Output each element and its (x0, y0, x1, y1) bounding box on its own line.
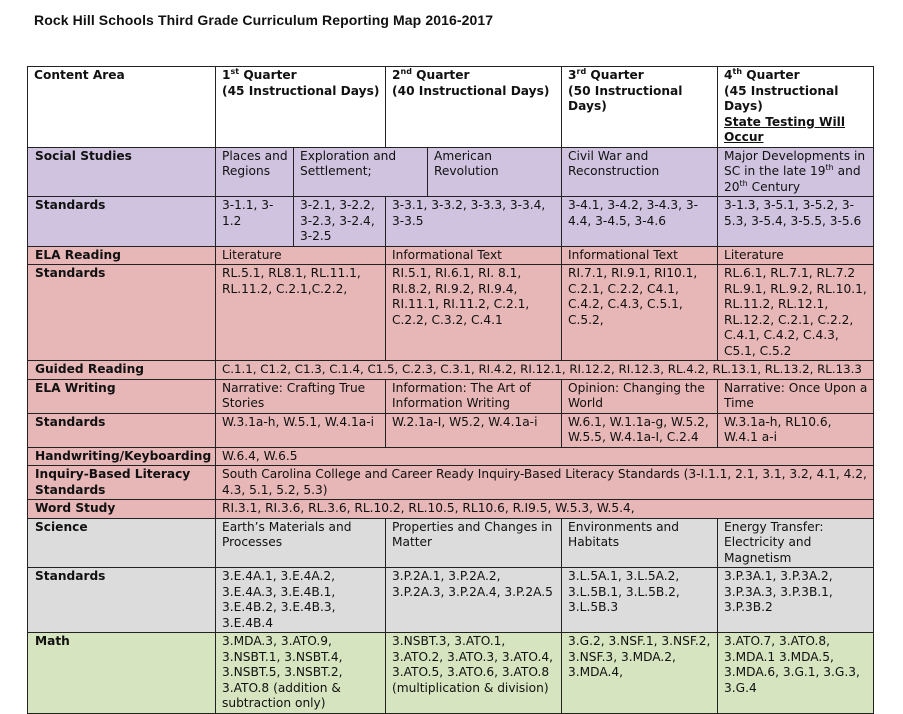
header-q4: 4th Quarter (45 Instructional Days) State Testing Will Occur (718, 67, 874, 148)
ew-q1: Narrative: Crafting True Stories (216, 379, 386, 413)
inquiry-value: South Carolina College and Career Ready Inquiry-Based Literacy Standards (3-I.1.1, 2.1, 3.1, 3.2, 4.1, 4.2, 4.3, 5.1, 5.2, 5.3) (216, 466, 874, 500)
social-studies-row (28, 147, 874, 197)
ss-std-q1b: 3-2.1, 3-2.2, 3-2.3, 3-2.4, 3-2.5 (294, 197, 386, 247)
ew-q4: Narrative: Once Upon a Time (718, 379, 874, 413)
sci-standards-label: Standards (28, 568, 216, 633)
guided-reading-row (28, 361, 874, 380)
ew-std-q3: W.6.1, W.1.1a-g, W.5.2, W.5.5, W.4.1a-I, C.2.4 (562, 413, 718, 447)
handwriting-row (28, 447, 874, 466)
sci-std-q1: 3.E.4A.1, 3.E.4A.2, 3.E.4A.3, 3.E.4B.1, 3.E.4B.2, 3.E.4B.3, 3.E.4B.4 (216, 568, 386, 633)
er-q4: Literature (718, 246, 874, 265)
er-q2: Informational Text (386, 246, 562, 265)
word-study-row (28, 500, 874, 519)
header-row (28, 67, 874, 148)
er-q3: Informational Text (562, 246, 718, 265)
inquiry-row (28, 466, 874, 500)
ss-q4: Major Developments in SC in the late 19th and 20th Century (718, 147, 874, 197)
social-studies-label: Social Studies (28, 147, 216, 197)
er-std-q3: RI.7.1, RI.9.1, RI10.1, C.2.1, C.2.2, C4.1, C.4.2, C.4.3, C.5.1, C.5.2, (562, 265, 718, 361)
ew-q3: Opinion: Changing the World (562, 379, 718, 413)
ss-std-q1a: 3-1.1, 3-1.2 (216, 197, 294, 247)
guided-reading-value: C.1.1, C1.2, C1.3, C.1.4, C1.5, C.2.3, C.3.1, RI.4.2, RI.12.1, RI.12.2, RI.12.3, RL.4.2, RL.13.1, RL.13.2, RL.13.3 (216, 361, 874, 380)
ew-std-q2: W.2.1a-I, W5.2, W.4.1a-i (386, 413, 562, 447)
sci-q4: Energy Transfer: Electricity and Magnetism (718, 518, 874, 568)
inquiry-label: Inquiry-Based Literacy Standards (28, 466, 216, 500)
math-q2: 3.NSBT.3, 3.ATO.1, 3.ATO.2, 3.ATO.3, 3.ATO.4, 3.ATO.5, 3.ATO.6, 3.ATO.8 (multiplication & division) (386, 633, 562, 714)
header-content-area: Content Area (28, 67, 216, 148)
ew-std-q4: W.3.1a-h, RL10.6, W.4.1 a-i (718, 413, 874, 447)
ew-q2: Information: The Art of Information Writing (386, 379, 562, 413)
header-q2: 2nd Quarter (40 Instructional Days) (386, 67, 562, 148)
ss-q2: American Revolution (428, 147, 562, 197)
ela-writing-row (28, 379, 874, 413)
sci-q2: Properties and Changes in Matter (386, 518, 562, 568)
ss-q1a: Places and Regions (216, 147, 294, 197)
er-standards-label: Standards (28, 265, 216, 361)
math-q1: 3.MDA.3, 3.ATO.9, 3.NSBT.1, 3.NSBT.4, 3.NSBT.5, 3.NSBT.2, 3.ATO.8 (addition & subtraction only) (216, 633, 386, 714)
ela-reading-row (28, 246, 874, 265)
handwriting-label: Handwriting/Keyboarding (28, 447, 216, 466)
ss-standards-label: Standards (28, 197, 216, 247)
ela-reading-label: ELA Reading (28, 246, 216, 265)
ew-standards-row (28, 413, 874, 447)
er-standards-row (28, 265, 874, 361)
math-row (28, 633, 874, 714)
science-row (28, 518, 874, 568)
er-std-q1: RL.5.1, RL8.1, RL.11.1, RL.11.2, C.2.1,C.2.2, (216, 265, 386, 361)
sci-std-q2: 3.P.2A.1, 3.P.2A.2, 3.P.2A.3, 3.P.2A.4, 3.P.2A.5 (386, 568, 562, 633)
sci-q1: Earth’s Materials and Processes (216, 518, 386, 568)
header-q1: 1st Quarter (45 Instructional Days) (216, 67, 386, 148)
curriculum-table (27, 66, 874, 714)
sci-std-q3: 3.L.5A.1, 3.L.5A.2, 3.L.5B.1, 3.L.5B.2, 3.L.5B.3 (562, 568, 718, 633)
math-label: Math (28, 633, 216, 714)
page-title: Rock Hill Schools Third Grade Curriculum Reporting Map 2016-2017 (34, 12, 494, 28)
ss-q3: Civil War and Reconstruction (562, 147, 718, 197)
handwriting-value: W.6.4, W.6.5 (216, 447, 874, 466)
guided-reading-label: Guided Reading (28, 361, 216, 380)
state-testing-note: State Testing Will Occur (724, 114, 846, 144)
er-std-q2: RI.5.1, RI.6.1, RI. 8.1, RI.8.2, RI.9.2, RI.9.4, RI.11.1, RI.11.2, C.2.1, C.2.2, C.3.2, C.4.1 (386, 265, 562, 361)
ss-std-q3: 3-4.1, 3-4.2, 3-4.3, 3-4.4, 3-4.5, 3-4.6 (562, 197, 718, 247)
ss-std-q4: 3-1.3, 3-5.1, 3-5.2, 3-5.3, 3-5.4, 3-5.5, 3-5.6 (718, 197, 874, 247)
word-study-label: Word Study (28, 500, 216, 519)
ss-q1b: Exploration and Settlement; (294, 147, 428, 197)
sci-q3: Environments and Habitats (562, 518, 718, 568)
er-std-q4: RL.6.1, RL.7.1, RL.7.2 RL.9.1, RL.9.2, RL.10.1, RL.11.2, RL.12.1, RL.12.2, C.2.1, C.2.2, C.4.1, C.4.2, C.4.3, C5.1, C.5.2 (718, 265, 874, 361)
ew-standards-label: Standards (28, 413, 216, 447)
science-label: Science (28, 518, 216, 568)
ss-standards-row (28, 197, 874, 247)
ew-std-q1: W.3.1a-h, W.5.1, W.4.1a-i (216, 413, 386, 447)
er-q1: Literature (216, 246, 386, 265)
word-study-value: RI.3.1, RI.3.6, RL.3.6, RL.10.2, RL.10.5, RL10.6, R.I9.5, W.5.3, W.5.4, (216, 500, 874, 519)
ela-writing-label: ELA Writing (28, 379, 216, 413)
sci-std-q4: 3.P.3A.1, 3.P.3A.2, 3.P.3A.3, 3.P.3B.1, 3.P.3B.2 (718, 568, 874, 633)
sci-standards-row (28, 568, 874, 633)
math-q3: 3.G.2, 3.NSF.1, 3.NSF.2, 3.NSF.3, 3.MDA.2, 3.MDA.4, (562, 633, 718, 714)
header-q3: 3rd Quarter (50 Instructional Days) (562, 67, 718, 148)
math-q4: 3.ATO.7, 3.ATO.8, 3.MDA.1 3.MDA.5, 3.MDA.6, 3.G.1, 3.G.3, 3.G.4 (718, 633, 874, 714)
ss-std-q2: 3-3.1, 3-3.2, 3-3.3, 3-3.4, 3-3.5 (386, 197, 562, 247)
